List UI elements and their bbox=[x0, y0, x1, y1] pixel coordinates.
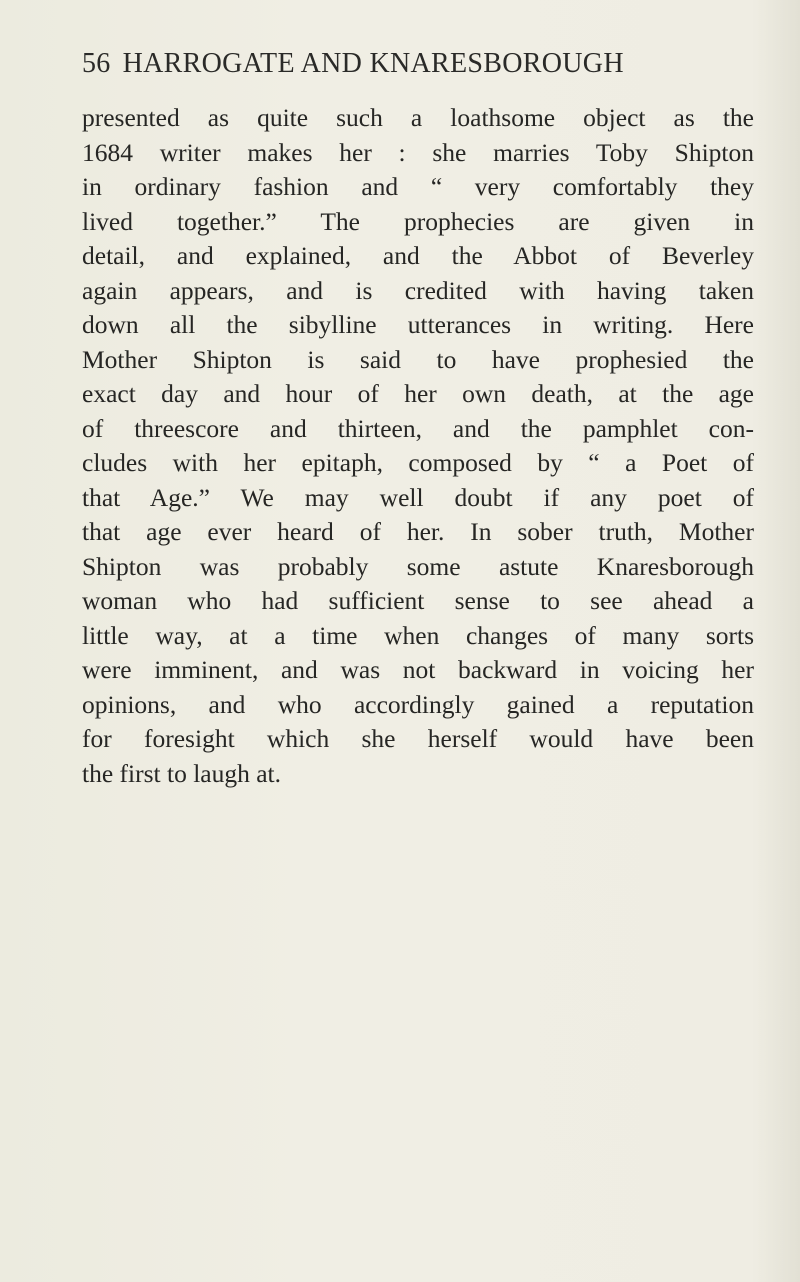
text-line: exact day and hour of her own death, at the age bbox=[82, 379, 754, 408]
text-line: again appears, and is credited with having taken bbox=[82, 275, 754, 305]
body-paragraph bbox=[82, 101, 754, 791]
text-line: in ordinary fashion and “ very comfortably they bbox=[82, 172, 754, 201]
running-title: HARROGATE AND KNARESBOROUGH bbox=[122, 48, 624, 79]
text-line: Shipton was probably some astute Knaresborough bbox=[82, 551, 754, 581]
text-line: woman who had sufficient sense to see ahead a bbox=[82, 586, 754, 615]
text-line: detail, and explained, and the Abbot of Beverley bbox=[82, 241, 754, 270]
text-line: for foresight which she herself would have been bbox=[82, 724, 754, 753]
text-line: presented as quite such a loathsome object as the bbox=[82, 103, 754, 132]
text-line: down all the sibylline utterances in writing. Here bbox=[82, 310, 754, 339]
text-line: little way, at a time when changes of many sorts bbox=[82, 620, 754, 650]
text-line: the first to laugh at. bbox=[82, 758, 281, 788]
running-header bbox=[82, 48, 762, 80]
text-line: opinions, and who accordingly gained a reputation bbox=[82, 689, 754, 719]
text-line: were imminent, and was not backward in voicing her bbox=[82, 655, 754, 684]
page-number: 56 bbox=[82, 48, 111, 79]
text-line: 1684 writer makes her : she marries Toby Shipton bbox=[82, 137, 754, 167]
text-line: that Age.” We may well doubt if any poet of bbox=[82, 482, 754, 512]
text-line: of threescore and thirteen, and the pamphlet con- bbox=[82, 413, 754, 443]
text-line: lived together.” The prophecies are given in bbox=[82, 206, 754, 236]
text-line: cludes with her epitaph, composed by “ a Poet of bbox=[82, 448, 754, 477]
text-line: that age ever heard of her. In sober truth, Mother bbox=[82, 517, 754, 546]
text-line: Mother Shipton is said to have prophesied the bbox=[82, 344, 754, 374]
